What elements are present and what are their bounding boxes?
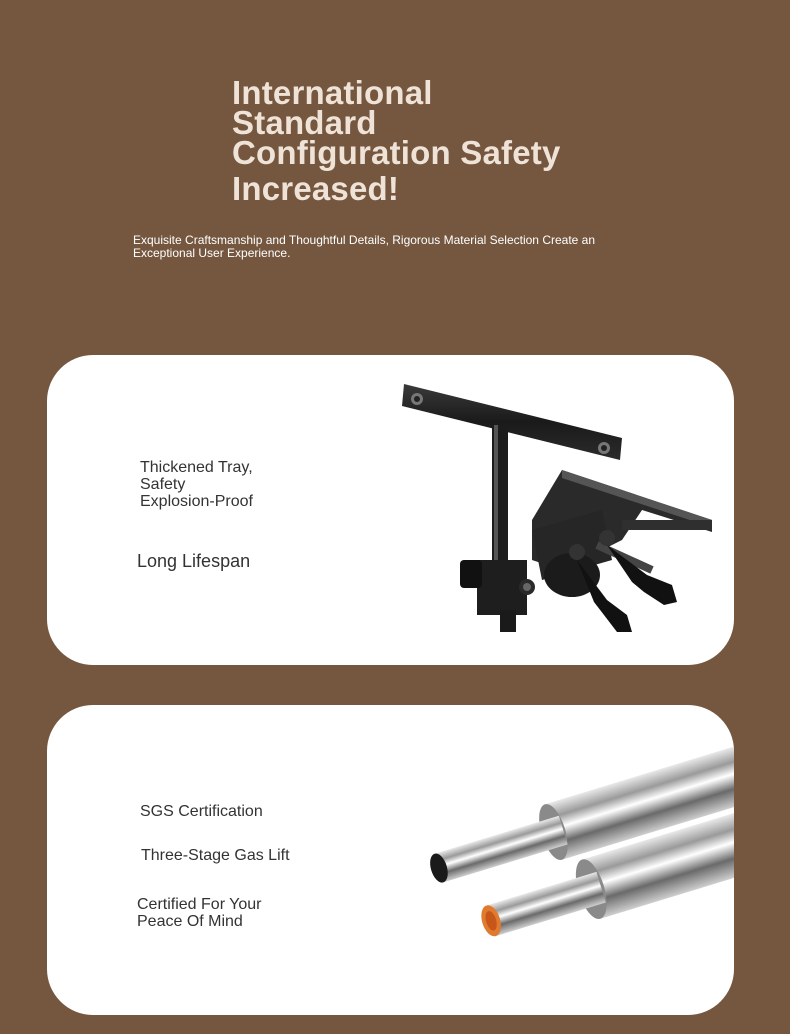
page-subtitle: Exquisite Craftsmanship and Thoughtful Details, Rigorous Material Selection Create an Exceptional User Experience. <box>133 233 596 260</box>
gas-lift-cylinder-icon <box>414 745 734 965</box>
feature-line: Explosion-Proof <box>140 493 253 510</box>
chair-tray-mechanism-icon <box>382 370 722 650</box>
feature-line: Certified For Your <box>137 896 262 913</box>
feature-text: Long Lifespan <box>137 551 251 571</box>
title-line: Increased! <box>232 170 400 207</box>
feature-text: Three-Stage Gas Lift <box>141 847 290 864</box>
gas-lift-feature-card <box>47 705 734 1015</box>
feature-text <box>140 459 253 510</box>
feature-line: Peace Of Mind <box>137 913 243 930</box>
tray-feature-card <box>47 355 734 665</box>
feature-text: SGS Certification <box>140 803 263 820</box>
feature-text <box>137 896 262 930</box>
feature-line: Safety <box>140 476 186 493</box>
title-line: Standard <box>232 104 377 141</box>
title-line: Configuration Safety <box>232 134 561 171</box>
title-line: International <box>232 74 433 111</box>
page-title <box>232 74 561 207</box>
feature-line: Thickened Tray, <box>140 459 253 476</box>
